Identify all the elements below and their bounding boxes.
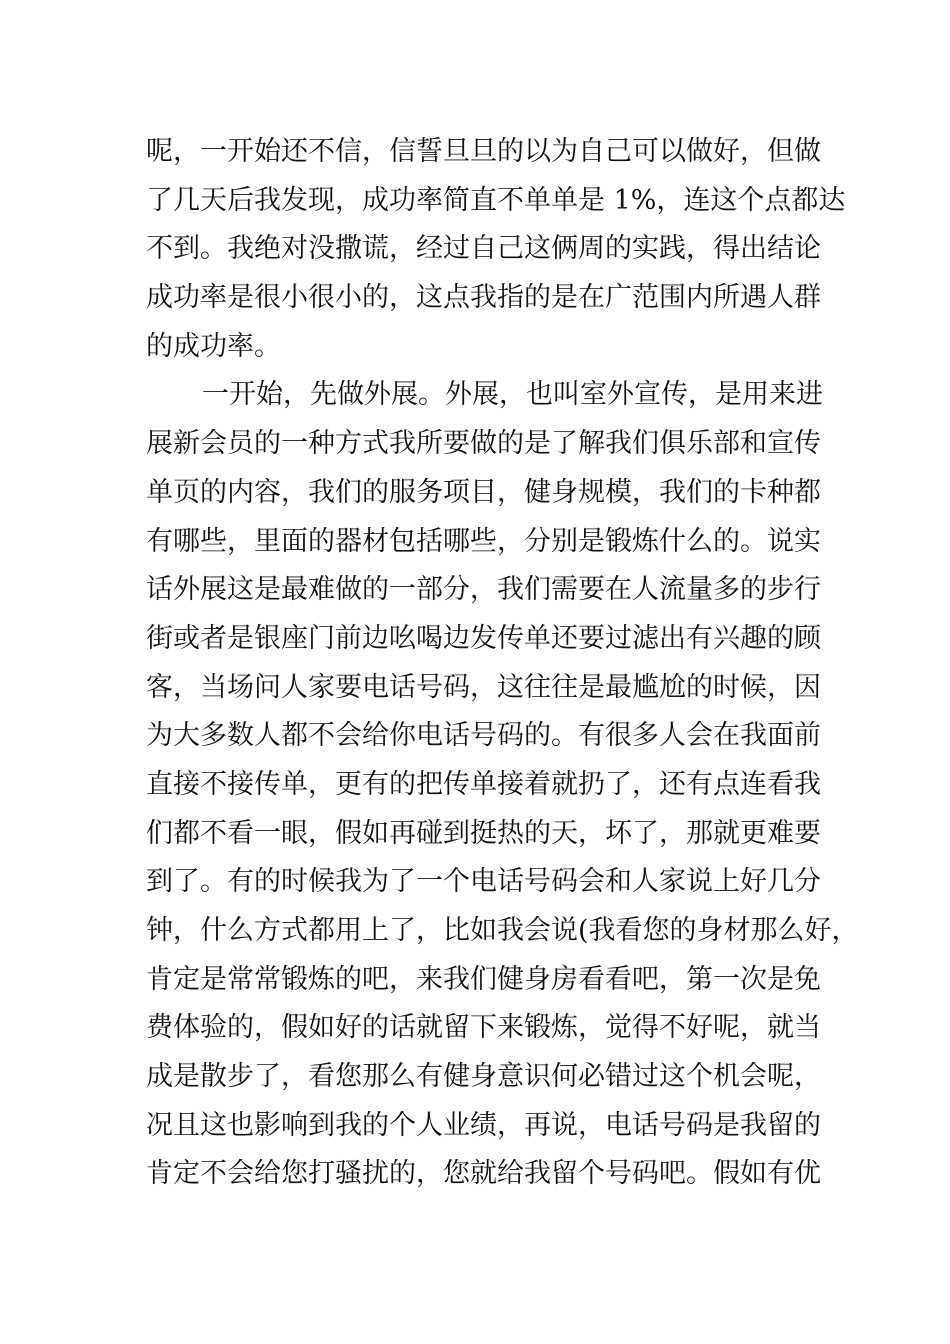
text-line: 街或者是银座门前边吆喝边发传单还要过滤出有兴趣的顾 [146, 622, 821, 654]
text-line: 成功率是很小很小的，这点我指的是在广范围内所遇人群 [146, 282, 821, 314]
text-line: 为大多数人都不会给你电话号码的。有很多人会在我面前 [146, 720, 821, 752]
text-line: 们都不看一眼，假如再碰到挺热的天，坏了，那就更难要 [146, 817, 821, 849]
paragraph-2 [146, 371, 859, 1199]
text-line: 展新会员的一种方式我所要做的是了解我们俱乐部和宣传 [146, 428, 821, 460]
text-line: 话外展这是最难做的一部分，我们需要在人流量多的步行 [146, 574, 821, 606]
text-line: 的成功率。 [146, 330, 281, 362]
text-line: 直接不接传单，更有的把传单接着就扔了，还有点连看我 [146, 768, 821, 800]
text-line: 客，当场问人家要电话号码，这往往是最尴尬的时候，因 [146, 671, 821, 703]
text-line: 成是散步了，看您那么有健身意识何必错过这个机会呢， [146, 1061, 821, 1093]
paragraph-1 [146, 128, 846, 371]
text-line: 不到。我绝对没撒谎，经过自己这俩周的实践，得出结论 [146, 233, 821, 265]
text-line: 到了。有的时候我为了一个电话号码会和人家说上好几分 [146, 866, 821, 898]
text-line: 一开始，先做外展。外展，也叫室外宣传，是用来进 [202, 379, 823, 411]
text-line: 费体验的，假如好的话就留下来锻炼，觉得不好呢，就当 [146, 1012, 821, 1044]
text-line: 肯定不会给您打骚扰的，您就给我留个号码吧。假如有优 [146, 1158, 821, 1190]
body-text [146, 128, 859, 1199]
text-line: 肯定是常常锻炼的吧，来我们健身房看看吧，第一次是免 [146, 963, 821, 995]
text-line: 了几天后我发现，成功率简直不单单是 1%，连这个点都达 [146, 184, 846, 216]
text-line: 单页的内容，我们的服务项目，健身规模，我们的卡种都 [146, 476, 821, 508]
text-line: 呢，一开始还不信，信誓旦旦的以为自己可以做好，但做 [146, 136, 821, 167]
text-line: 况且这也影响到我的个人业绩，再说，电话号码是我留的 [146, 1109, 821, 1141]
text-line: 钟，什么方式都用上了，比如我会说(我看您的身材那么好， [146, 915, 859, 946]
text-line: 有哪些，里面的器材包括哪些，分别是锻炼什么的。说实 [146, 525, 821, 557]
